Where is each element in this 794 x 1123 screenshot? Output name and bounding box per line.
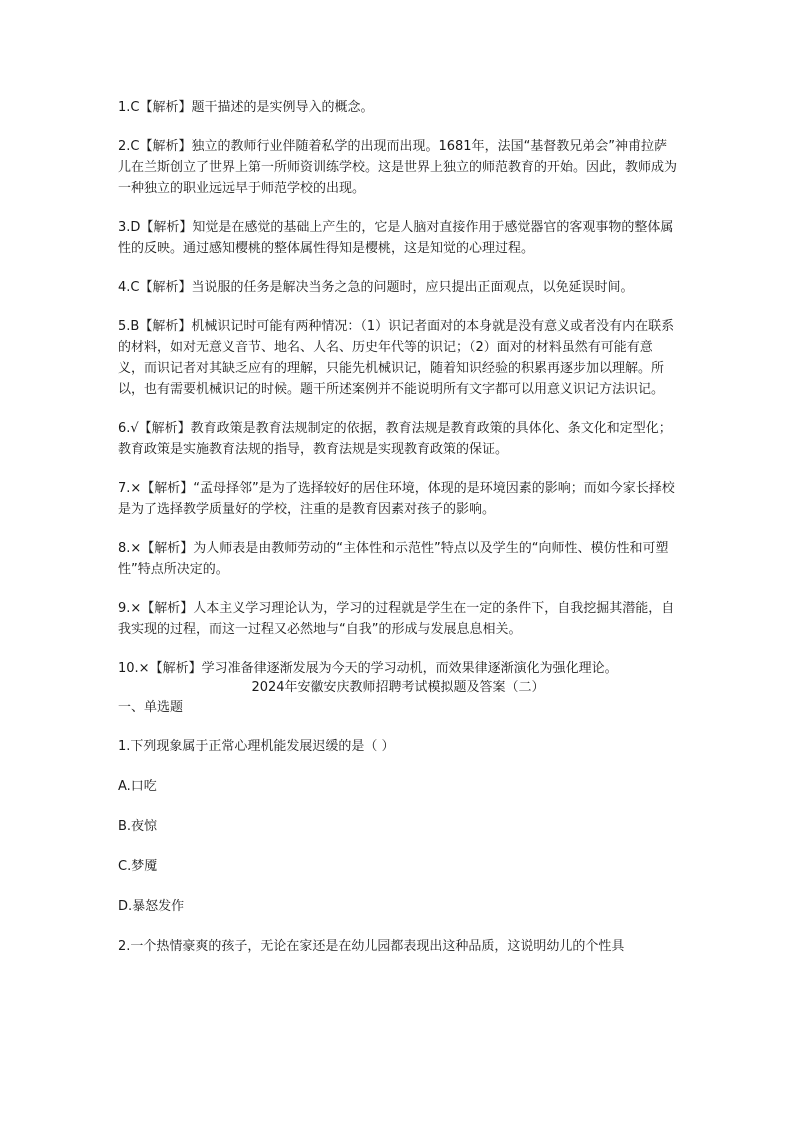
answer-explanation-9: 9.×【解析】人本主义学习理论认为，学习的过程就是学生在一定的条件下，自我挖掘其潜能，自我实现的过程，而这一过程又必然地与“自我”的形成与发展息息相关。 <box>118 601 675 637</box>
document-body <box>118 97 678 976</box>
answer-explanation-1: 1.C【解析】题干描述的是实例导入的概念。 <box>118 100 374 115</box>
answer-explanation-2: 2.C【解析】独立的教师行业伴随着私学的出现而出现。1681年，法国“基督教兄弟会”神甫拉萨儿在兰斯创立了世界上第一所师资训练学校。这是世界上独立的师范教育的开始。因此，教师成为一种独立的职业远远早于师范学校的出现。 <box>118 139 678 196</box>
answer-explanation-6: 6.√【解析】教育政策是教育法规制定的依据，教育法规是教育政策的具体化、条文化和定型化；教育政策是实施教育法规的指导，教育法规是实现教育政策的保证。 <box>118 421 672 457</box>
question-1-stem: 1.下列现象属于正常心理机能发展迟缓的是（ ） <box>118 739 395 754</box>
section-heading: 一、单选题 <box>118 700 184 715</box>
question-2-stem: 2.一个热情豪爽的孩子，无论在家还是在幼儿园都表现出这种品质，这说明幼儿的个性具 <box>118 939 625 954</box>
exam-title: 2024年安徽安庆教师招聘考试模拟题及答案（二） <box>251 680 545 695</box>
answer-explanation-8: 8.×【解析】为人师表是由教师劳动的“主体性和示范性”特点以及学生的“向师性、模仿性和可塑性”特点所决定的。 <box>118 541 669 577</box>
answer-explanation-4: 4.C【解析】当说服的任务是解决当务之急的问题时，应只提出正面观点，以免延误时间。 <box>118 280 634 295</box>
question-1-option-c: C.梦魇 <box>118 859 158 874</box>
answer-explanation-5: 5.B【解析】机械识记时可能有两种情况：（1）识记者面对的本身就是没有意义或者没有内在联系的材料，如对无意义音节、地名、人名、历史年代等的识记；（2）面对的材料虽然有可能有意义，而识记者对其缺乏应有的理解，只能先机械识记，随着知识经验的积累再逐步加以理解。所以，也有需要机械识记的时候。题干所述案例并不能说明所有文字都可以用意义识记方法识记。 <box>118 319 675 397</box>
question-1-option-b: B.夜惊 <box>118 819 158 834</box>
answer-explanation-7: 7.×【解析】“孟母择邻”是为了选择较好的居住环境，体现的是环境因素的影响；而如今家长择校是为了选择教学质量好的学校，注重的是教育因素对孩子的影响。 <box>118 481 675 517</box>
answer-explanation-3: 3.D【解析】知觉是在感觉的基础上产生的，它是人脑对直接作用于感觉器官的客观事物的整体属性的反映。通过感知樱桃的整体属性得知是樱桃，这是知觉的心理过程。 <box>118 220 674 256</box>
answer-explanation-10: 10.×【解析】学习准备律逐渐发展为今天的学习动机，而效果律逐渐演化为强化理论。 <box>118 661 618 676</box>
question-1-option-d: D.暴怒发作 <box>118 899 185 914</box>
question-1-option-a: A.口吃 <box>118 779 157 794</box>
